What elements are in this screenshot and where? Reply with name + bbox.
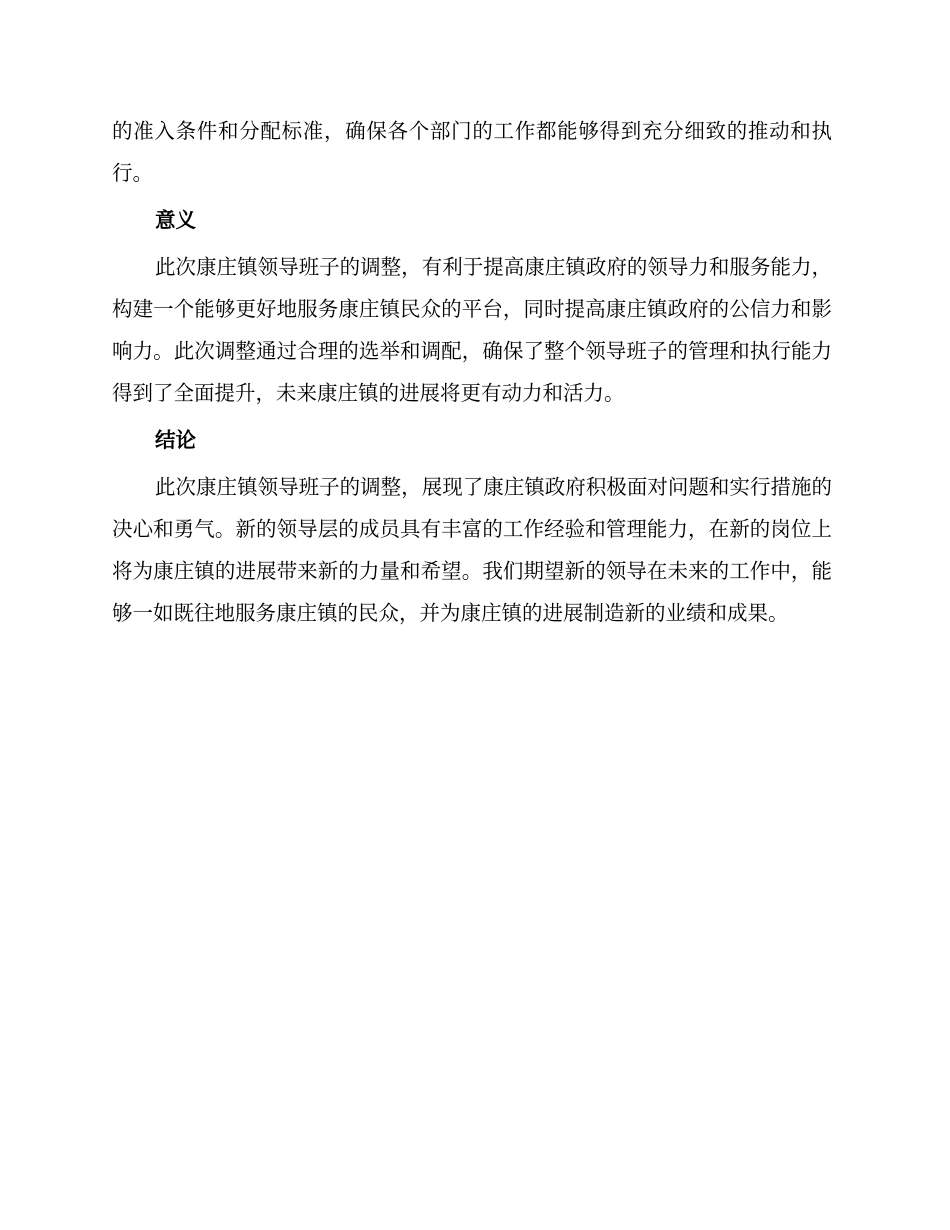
continuation-paragraph: 的准入条件和分配标准，确保各个部门的工作都能够得到充分细致的推动和执行。	[112, 119, 832, 185]
document-body	[112, 110, 832, 634]
conclusion-paragraph: 此次康庄镇领导班子的调整，展现了康庄镇政府积极面对问题和实行措施的决心和勇气。新的领导层的成员具有丰富的工作经验和管理能力，在新的岗位上将为康庄镇的进展带来新的力量和希望。我们期望新的领导在未来的工作中，能够一如既往地服务康庄镇的民众，并为康庄镇的进展制造新的业绩和成果。	[112, 475, 832, 625]
section-heading-significance: 意义	[155, 208, 196, 232]
section-heading-conclusion: 结论	[155, 428, 196, 452]
significance-paragraph: 此次康庄镇领导班子的调整，有利于提高康庄镇政府的领导力和服务能力，构建一个能够更好地服务康庄镇民众的平台，同时提高康庄镇政府的公信力和影响力。此次调整通过合理的选举和调配，确保了整个领导班子的管理和执行能力得到了全面提升，未来康庄镇的进展将更有动力和活力。	[112, 255, 832, 405]
